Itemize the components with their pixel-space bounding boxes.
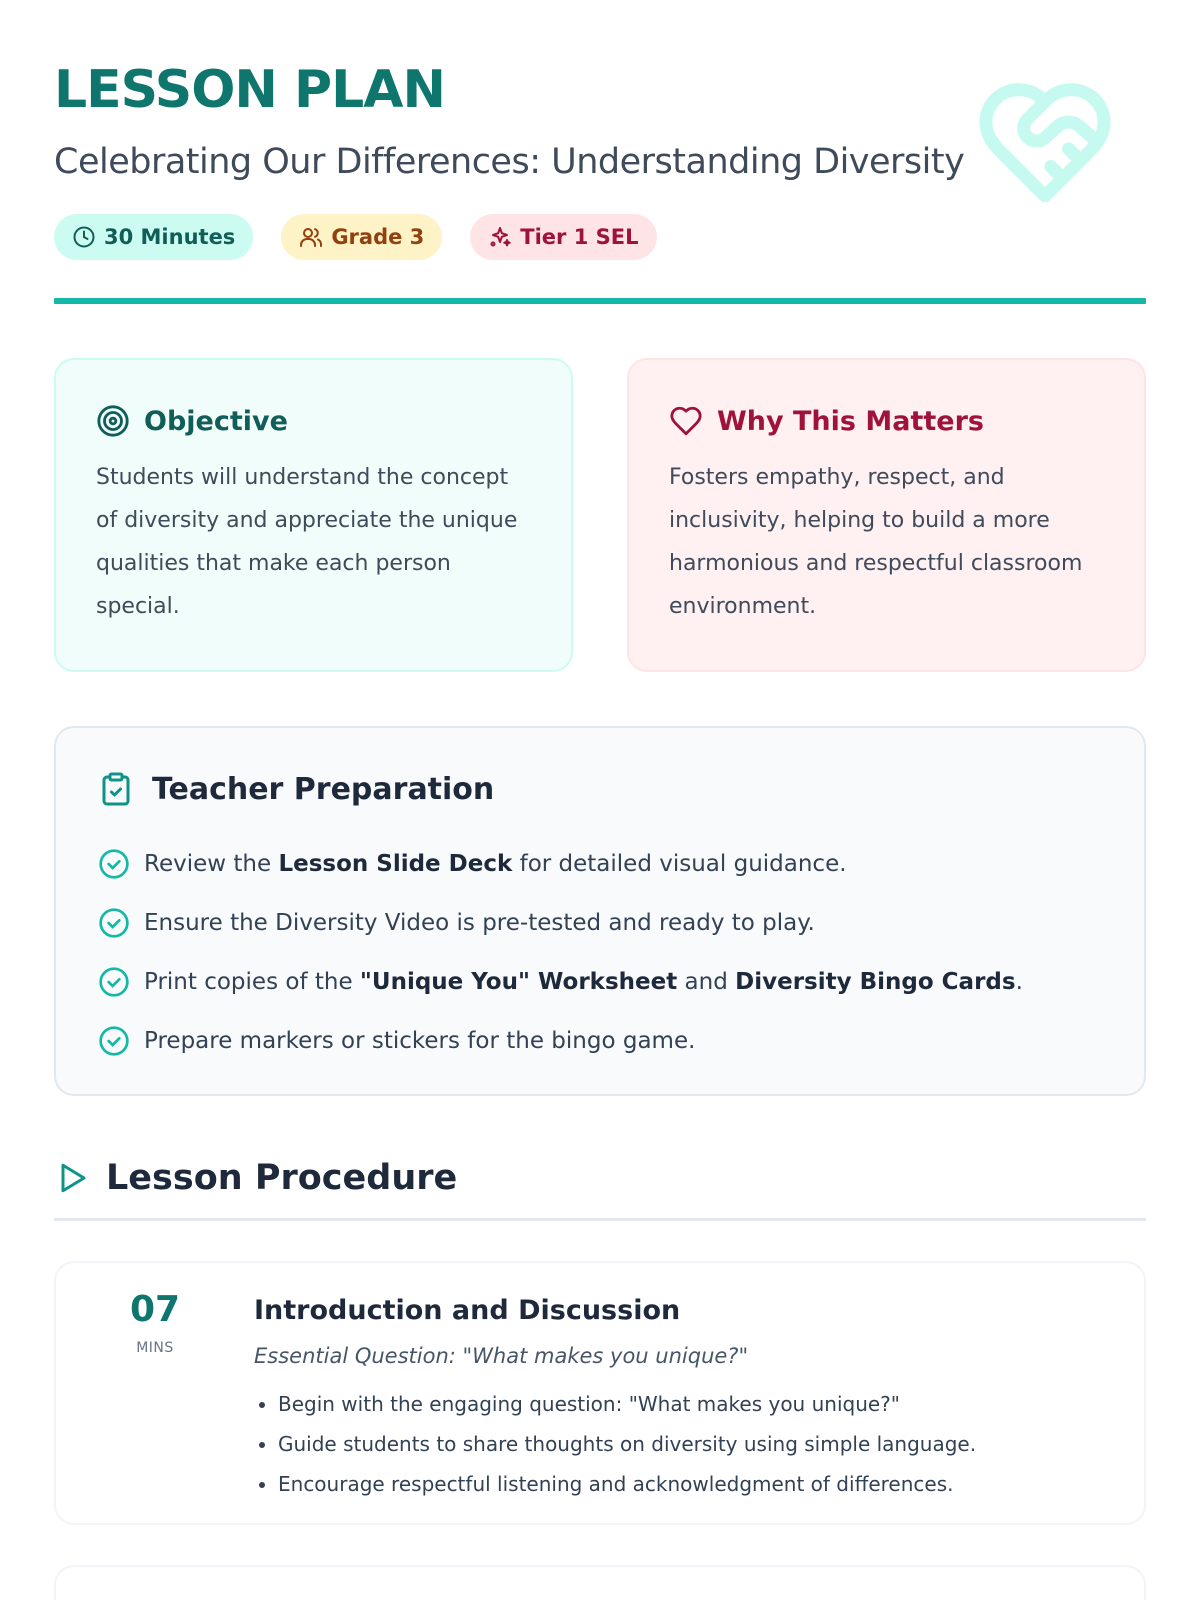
objective-heading [96, 404, 531, 438]
play-icon [54, 1159, 90, 1197]
step-content [214, 1289, 976, 1499]
teacher-prep-card [54, 726, 1146, 1096]
doc-title: LESSON PLAN [54, 60, 446, 120]
prep-list [98, 834, 1102, 1070]
clock-icon [72, 225, 96, 249]
step-minutes: 07 [129, 1289, 181, 1330]
target-icon [96, 404, 130, 438]
procedure-step [54, 1261, 1146, 1525]
list-item: • Begin with the engaging question: "What makes you unique?" [278, 1384, 976, 1424]
prep-heading [98, 770, 1102, 808]
step-unit: MINS [136, 1340, 174, 1356]
why-title: Why This Matters [717, 405, 984, 437]
grade-badge [281, 214, 442, 260]
check-circle-icon [98, 907, 130, 939]
step-duration [96, 1289, 214, 1499]
users-icon [299, 225, 323, 249]
procedure-heading [54, 1158, 1146, 1198]
why-heading [669, 404, 1104, 438]
badge-row [54, 214, 1146, 260]
sparkles-icon [488, 225, 512, 249]
grade-label: Grade 3 [331, 225, 425, 249]
intro-cards [54, 358, 1146, 672]
objective-text: Students will understand the concept of diversity and appreciate the unique qualities that make each person special. [96, 465, 518, 619]
prep-item: Ensure the Diversity Video is pre-tested and ready to play. [98, 893, 1102, 952]
header-divider [54, 298, 1146, 304]
heart-icon [669, 404, 703, 438]
tier-label: Tier 1 SEL [520, 225, 639, 249]
step-bullets [254, 1384, 976, 1504]
check-circle-icon [98, 1025, 130, 1057]
step-question: Essential Question: "What makes you unique?" [254, 1344, 749, 1368]
objective-title: Objective [144, 405, 288, 437]
procedure-title: Lesson Procedure [106, 1158, 458, 1198]
prep-item: Review the Lesson Slide Deck for detailed visual guidance. [98, 834, 1102, 893]
list-item: • Encourage respectful listening and acknowledgment of differences. [278, 1464, 976, 1504]
why-card [627, 358, 1146, 672]
prep-title: Teacher Preparation [152, 771, 495, 807]
procedure-divider [54, 1218, 1146, 1221]
step-title: Introduction and Discussion [254, 1295, 681, 1326]
doc-subtitle: Celebrating Our Differences: Understanding Diversity [54, 142, 965, 182]
prep-item: Prepare markers or stickers for the bingo game. [98, 1011, 1102, 1070]
clipboard-check-icon [98, 770, 134, 808]
check-circle-icon [98, 966, 130, 998]
heart-handshake-icon [970, 72, 1120, 202]
procedure-step-next [54, 1565, 1146, 1600]
prep-item: Print copies of the "Unique You" Worksheet and Diversity Bingo Cards. [98, 952, 1102, 1011]
duration-badge [54, 214, 253, 260]
tier-badge [470, 214, 656, 260]
why-text: Fosters empathy, respect, and inclusivity, helping to build a more harmonious and respectful classroom environment. [669, 465, 1083, 619]
duration-label: 30 Minutes [104, 225, 236, 249]
list-item: • Guide students to share thoughts on diversity using simple language. [278, 1424, 976, 1464]
objective-card [54, 358, 573, 672]
check-circle-icon [98, 848, 130, 880]
